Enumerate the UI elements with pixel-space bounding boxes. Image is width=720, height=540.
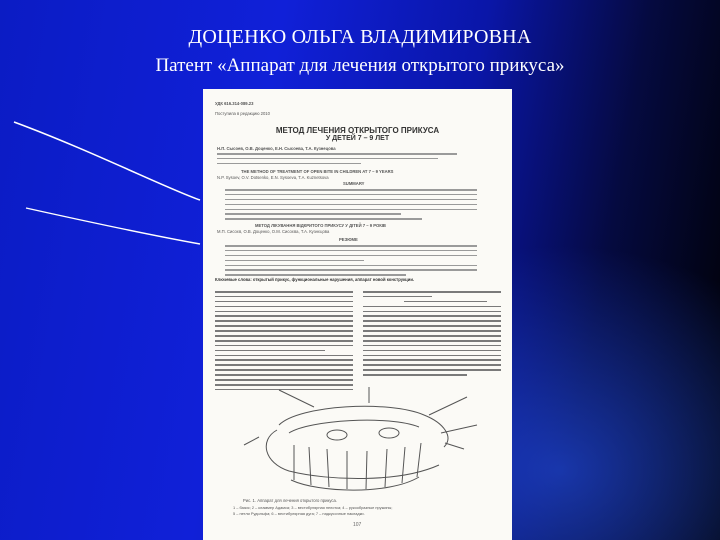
doc-section-ua: МЕТОД ЛІКУВАННЯ ВІДКРИТОГО ПРИКУСУ У ДІТЕЙ 7 – 9 РОКІВ [255,223,386,228]
doc-affiliation-lines [217,153,457,168]
doc-heading-line1: МЕТОД ЛЕЧЕНИЯ ОТКРЫТОГО ПРИКУСА [275,126,440,135]
doc-figure-caption: Рис. 1. Аппарат для лечения открытого прикуса. [243,498,337,503]
doc-authors-ua: М.П. Сисоєв, О.В. Доценко, О.М. Сисоєва, Т.А. Кузнєцова [217,229,330,234]
doc-heading-line2: У ДЕТЕЙ 7 – 9 ЛЕТ [325,135,390,142]
patent-document-scan [203,89,512,540]
doc-summary-lines [225,189,477,223]
doc-resume-label: РЕЗЮМЕ [339,237,358,242]
slide-title: ДОЦЕНКО ОЛЬГА ВЛАДИМИРОВНА [188,26,532,48]
appliance-figure [219,385,499,495]
doc-column-left [215,291,353,394]
doc-authors: Н.П. Сысоев, О.В. Доценко, Е.Н. Сысоева, Т.А. Кузнецова [217,146,336,151]
doc-resume-lines [225,245,477,279]
doc-authors-en: N.P. Sysoev, O.V. Dotsenko, E.N. Sysoeva, T.A. Kuznetsova [217,175,329,180]
doc-page-number: 107 [353,522,362,528]
doc-keywords: Ключевые слова: открытый прикус, функциональные нарушения, аппарат новой конструкции. [215,277,415,282]
doc-figure-legend1: 1 – базис; 2 – кламмер Адамса; 3 – вестибулярная пелотка; 4 – рукообразные пружины; [233,505,393,510]
doc-summary-label: SUMMARY [343,181,365,186]
doc-figure-legend2: 5 – петли Рудольфа; 6 – вестибулярная дуга; 7 – надкусочные накладки. [233,511,365,516]
slide-subtitle: Патент «Аппарат для лечения открытого прикуса» [155,55,565,76]
doc-section-en: THE METHOD OF TREATMENT OF OPEN BITE IN CHILDREN AT 7 – 9 YEARS [241,169,394,174]
doc-column-right [363,291,501,379]
doc-udk: УДК 616.314-089.23 [215,101,254,106]
doc-date-line: Поступила в редакцию 2010 [215,111,270,116]
